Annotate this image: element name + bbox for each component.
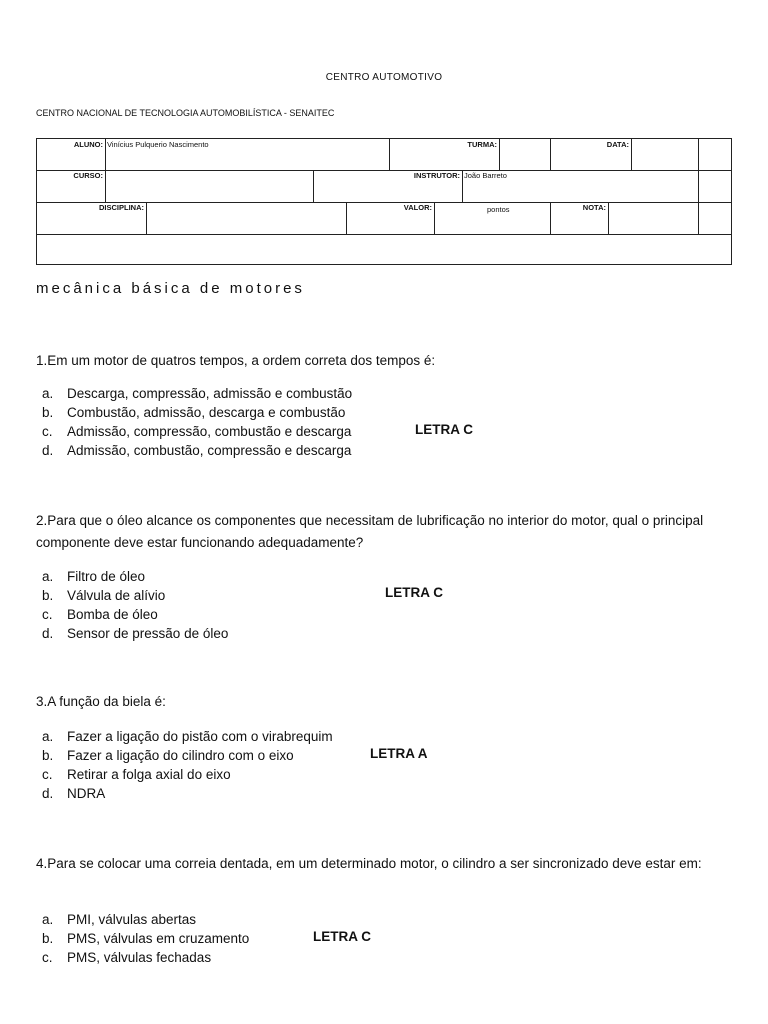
answer-2: LETRA C (385, 585, 443, 600)
question-3-options (42, 727, 333, 803)
institution-name: CENTRO NACIONAL DE TECNOLOGIA AUTOMOBILÍSTICA - SENAITEC (36, 108, 335, 118)
question-1: 1.Em um motor de quatros tempos, a ordem correta dos tempos é: (36, 353, 436, 368)
answer-4: LETRA C (313, 929, 371, 944)
instrutor-value: João Barreto (464, 171, 507, 180)
option-item: a. Fazer a ligação do pistão com o virabrequim (42, 729, 333, 744)
table-col-divider (698, 139, 699, 170)
table-col-divider (313, 170, 314, 202)
option-item: b. Fazer a ligação do cilindro com o eixo (42, 748, 294, 763)
table-col-divider (698, 202, 699, 234)
subject-title: mecânica básica de motores (36, 280, 305, 297)
question-2-options (42, 567, 228, 643)
option-item: b. Válvula de alívio (42, 588, 166, 603)
table-col-divider (608, 202, 609, 234)
table-col-divider (550, 202, 551, 234)
option-item: c. Retirar a folga axial do eixo (42, 767, 231, 782)
valor-label: VALOR: (403, 203, 432, 212)
turma-label: TURMA: (467, 140, 497, 149)
aluno-value: Vinícius Pulquerio Nascimento (107, 140, 209, 149)
table-col-divider (462, 170, 463, 202)
valor-value: pontos (487, 205, 510, 214)
option-item: a. Filtro de óleo (42, 569, 146, 584)
nota-label: NOTA: (582, 203, 606, 212)
answer-1: LETRA C (415, 422, 473, 437)
table-col-divider (434, 202, 435, 234)
option-item: c. PMS, válvulas fechadas (42, 950, 212, 965)
table-col-divider (346, 202, 347, 234)
table-col-divider (146, 202, 147, 234)
table-row-divider (37, 170, 731, 171)
table-col-divider (631, 139, 632, 170)
table-col-divider (105, 139, 106, 170)
instrutor-label: INSTRUTOR: (413, 171, 460, 180)
disciplina-label: DISCIPLINA: (99, 203, 144, 212)
answer-3: LETRA A (370, 746, 428, 761)
table-col-divider (499, 139, 500, 170)
aluno-label: ALUNO: (73, 140, 103, 149)
question-3: 3.A função da biela é: (36, 694, 166, 709)
question-4-options (42, 910, 249, 967)
option-item: c. Bomba de óleo (42, 607, 158, 622)
question-4: 4.Para se colocar uma correia dentada, em um determinado motor, o cilindro a ser sincronizado deve estar em: (36, 856, 702, 871)
option-item: d. Sensor de pressão de óleo (42, 626, 229, 641)
table-col-divider (389, 139, 390, 170)
curso-label: CURSO: (73, 171, 103, 180)
option-item: a. PMI, válvulas abertas (42, 912, 197, 927)
data-label: DATA: (606, 140, 629, 149)
document-title: CENTRO AUTOMOTIVO (325, 72, 443, 83)
option-item: c. Admissão, compressão, combustão e descarga (42, 424, 352, 439)
table-col-divider (105, 170, 106, 202)
table-row-divider (37, 234, 731, 235)
question-1-options (42, 384, 352, 460)
option-item: d. NDRA (42, 786, 106, 801)
option-item: b. PMS, válvulas em cruzamento (42, 931, 250, 946)
question-2: 2.Para que o óleo alcance os componentes que necessitam de lubrificação no interior do motor, qual o principal componente deve estar funcionando adequadamente? (36, 513, 704, 550)
table-col-divider (550, 139, 551, 170)
option-item: b. Combustão, admissão, descarga e combustão (42, 405, 346, 420)
option-item: d. Admissão, combustão, compressão e descarga (42, 443, 352, 458)
table-col-divider (698, 170, 699, 202)
option-item: a. Descarga, compressão, admissão e combustão (42, 386, 353, 401)
student-info-table (36, 138, 732, 265)
